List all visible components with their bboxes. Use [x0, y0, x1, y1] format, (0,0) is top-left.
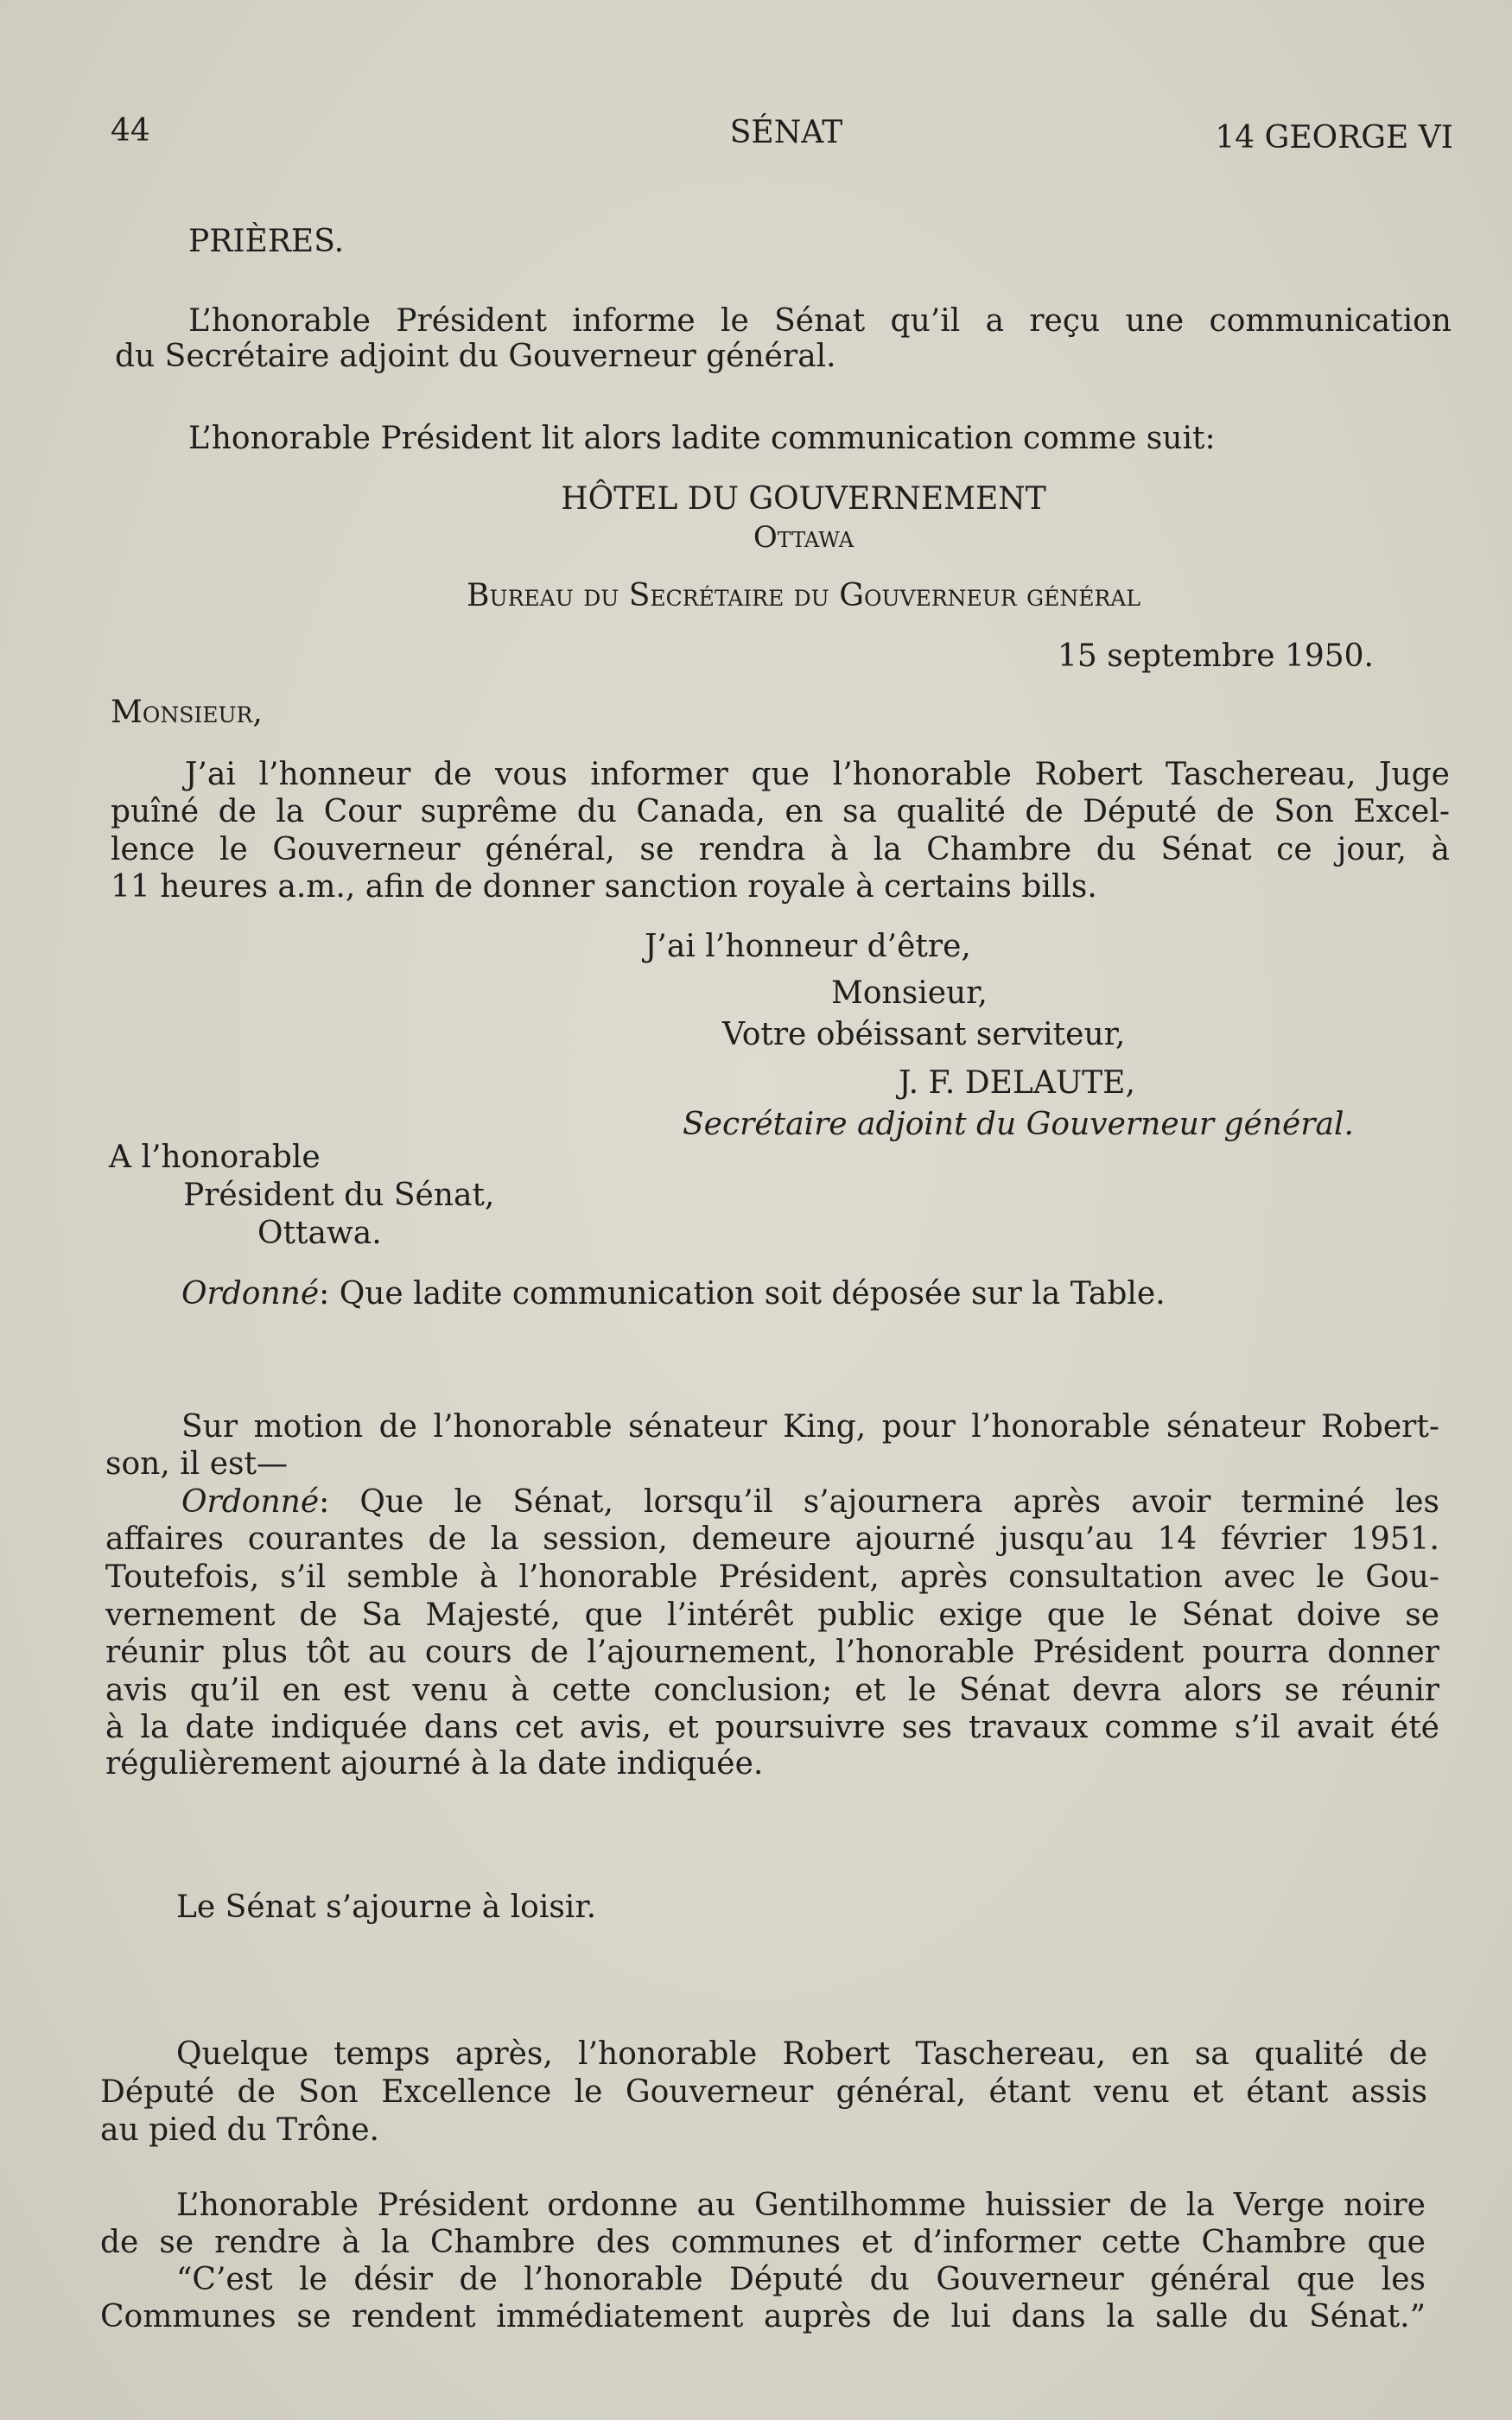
- motion-line: Toutefois, s’il semble à l’honorable Président, après consultation avec le Gou-: [105, 1559, 1439, 1595]
- paragraph-line: L’honorable Président informe le Sénat qu’il a reçu une communication: [188, 303, 1452, 339]
- paragraph-line: Député de Son Excellence le Gouverneur général, étant venu et étant assis: [100, 2074, 1427, 2110]
- motion-line: [181, 1483, 1439, 1521]
- letter-closing: Votre obéissant serviteur,: [722, 1017, 1126, 1052]
- letter-body-line: 11 heures a.m., afin de donner sanction royale à certains bills.: [111, 869, 1097, 905]
- paragraph-line: L’honorable Président lit alors ladite communication comme suit:: [188, 421, 1216, 456]
- letter-date: 15 septembre 1950.: [1057, 638, 1374, 674]
- paragraph-line: de se rendre à la Chambre des communes et d’informer cette Chambre que: [100, 2225, 1426, 2260]
- letter-closing: J’ai l’honneur d’être,: [645, 929, 971, 964]
- motion-line: vernement de Sa Majesté, que l’intérêt public exige que le Sénat doive se: [105, 1597, 1439, 1633]
- letter-signature: J. F. DELAUTE,: [899, 1065, 1135, 1101]
- motion-line: avis qu’il en est venu à cette conclusion; et le Sénat devra alors se réunir: [105, 1673, 1439, 1708]
- adjournment-line: Le Sénat s’ajourne à loisir.: [176, 1890, 597, 1925]
- running-title: SÉNAT: [729, 115, 843, 150]
- letter-addressee: Président du Sénat,: [183, 1178, 495, 1213]
- order-label: Ordonné: [181, 1484, 320, 1520]
- letter-org: HÔTEL DU GOUVERNEMENT: [561, 481, 1046, 517]
- letter-body-line: J’ai l’honneur de vous informer que l’honorable Robert Taschereau, Juge: [185, 757, 1450, 792]
- letter-city: Ottawa: [753, 520, 854, 555]
- letter-closing: Monsieur,: [831, 975, 988, 1011]
- paragraph-line: du Secrétaire adjoint du Gouverneur général.: [115, 339, 836, 374]
- order-text: : Que ladite communication soit déposée sur la Table.: [319, 1276, 1166, 1312]
- order-paragraph: [181, 1275, 1166, 1313]
- letter-body-line: lence le Gouverneur général, se rendra à la Chambre du Sénat ce jour, à: [111, 832, 1450, 867]
- letter-addressee: Ottawa.: [257, 1216, 382, 1251]
- letter-bureau: Bureau du Secrétaire du Gouverneur général: [467, 578, 1140, 613]
- motion-line: réunir plus tôt au cours de l’ajournement, l’honorable Président pourra donner: [105, 1635, 1439, 1670]
- letter-signature-title: Secrétaire adjoint du Gouverneur général.: [683, 1107, 1354, 1142]
- order-text: : Que le Sénat, lorsqu’il s’ajournera après avoir terminé les: [319, 1484, 1439, 1520]
- letter-body-line: puîné de la Cour suprême du Canada, en sa qualité de Député de Son Excel-: [111, 794, 1450, 829]
- paragraph-line: Communes se rendent immédiatement auprès de lui dans la salle du Sénat.”: [100, 2299, 1426, 2334]
- paragraph-line: L’honorable Président ordonne au Gentilhomme huissier de la Verge noire: [176, 2188, 1426, 2223]
- motion-line: Sur motion de l’honorable sénateur King, pour l’honorable sénateur Robert-: [181, 1409, 1439, 1445]
- order-label: Ordonné: [181, 1276, 320, 1312]
- page-number: 44: [111, 113, 150, 149]
- paragraph-line: au pied du Trône.: [100, 2112, 379, 2148]
- motion-line: à la date indiquée dans cet avis, et poursuivre ses travaux comme s’il avait été: [105, 1710, 1439, 1745]
- paragraph-line: “C’est le désir de l’honorable Député du Gouverneur général que les: [176, 2262, 1426, 2297]
- regnal-year: 14 GEORGE VI: [1215, 120, 1453, 156]
- motion-line: affaires courantes de la session, demeure ajourné jusqu’au 14 février 1951.: [105, 1521, 1439, 1557]
- motion-line: régulièrement ajourné à la date indiquée.: [105, 1746, 764, 1782]
- letter-salutation: Monsieur,: [111, 695, 263, 730]
- paragraph-line: Quelque temps après, l’honorable Robert Taschereau, en sa qualité de: [176, 2036, 1427, 2072]
- letter-addressee: A l’honorable: [109, 1140, 321, 1175]
- section-prieres: PRIÈRES.: [188, 224, 345, 259]
- motion-line: son, il est—: [105, 1446, 288, 1482]
